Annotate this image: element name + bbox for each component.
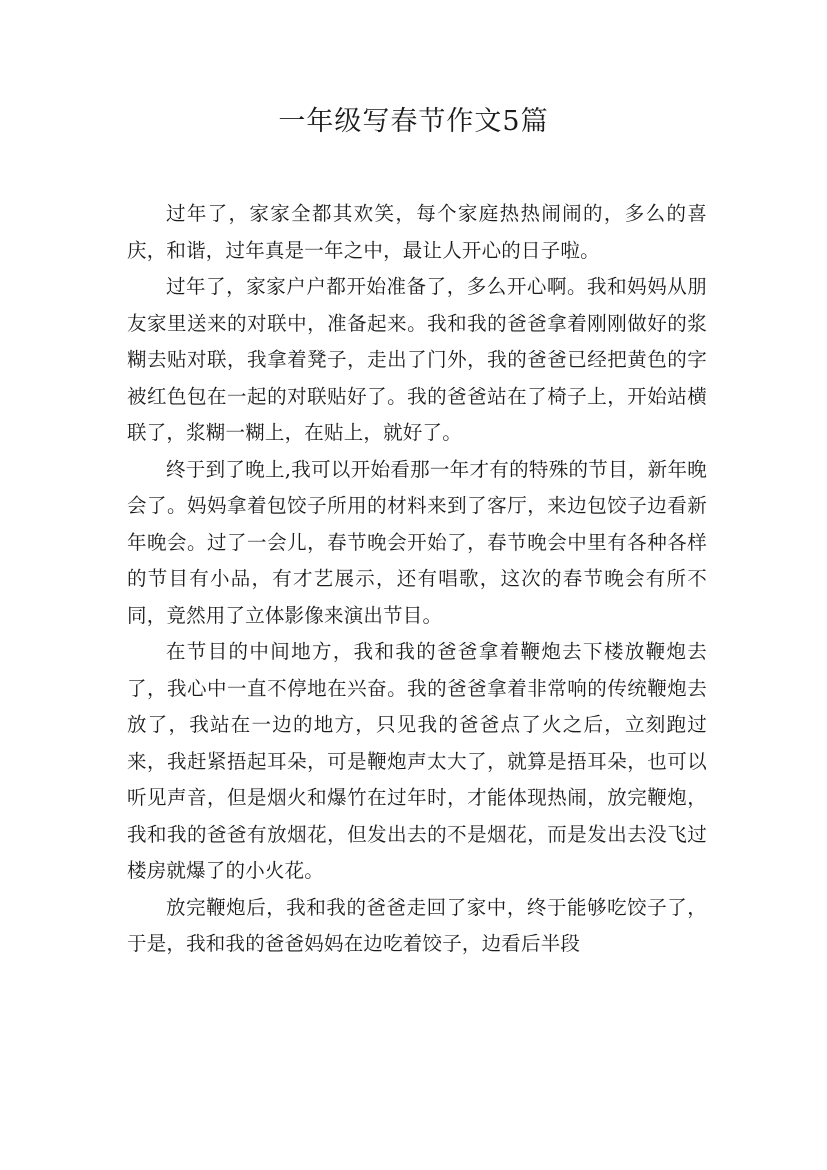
paragraph-3: 终于到了晚上,我可以开始看那一年才有的特殊的节目，新年晚会了。妈妈拿着包饺子所用的材料来到了客厅，来边包饺子边看新年晚会。过了一会儿，春节晚会开始了，春节晚会中里有各种各样的节目有小品，有才艺展示，还有唱歌，这次的春节晚会有所不同，竟然用了立体影像来演出节目。 bbox=[127, 457, 707, 627]
document-body bbox=[127, 196, 707, 963]
document-title: 一年级写春节作文5篇 bbox=[278, 106, 549, 137]
paragraph-4: 在节目的中间地方，我和我的爸爸拿着鞭炮去下楼放鞭炮去了，我心中一直不停地在兴奋。我的爸爸拿着非常响的传统鞭炮去放了，我站在一边的地方，只见我的爸爸点了火之后，立刻跑过来，我赶紧捂起耳朵，可是鞭炮声太大了，就算是捂耳朵，也可以听见声音，但是烟火和爆竹在过年时，才能体现热闹，放完鞭炮，我和我的爸爸有放烟花，但发出去的不是烟花，而是发出去没飞过楼房就爆了的小火花。 bbox=[127, 640, 707, 882]
paragraph-2: 过年了，家家户户都开始准备了，多么开心啊。我和妈妈从朋友家里送来的对联中，准备起来。我和我的爸爸拿着刚刚做好的浆糊去贴对联，我拿着凳子，走出了门外，我的爸爸已经把黄色的字被红色包在一起的对联贴好了。我的爸爸站在了椅子上，开始站横联了，浆糊一糊上，在贴上，就好了。 bbox=[127, 275, 707, 444]
paragraph-5: 放完鞭炮后，我和我的爸爸走回了家中，终于能够吃饺子了，于是，我和我的爸爸妈妈在边吃着饺子，边看后半段 bbox=[127, 895, 707, 955]
paragraph-1: 过年了，家家全都其欢笑，每个家庭热热闹闹的，多么的喜庆，和谐，过年真是一年之中，最让人开心的日子啦。 bbox=[127, 202, 707, 262]
